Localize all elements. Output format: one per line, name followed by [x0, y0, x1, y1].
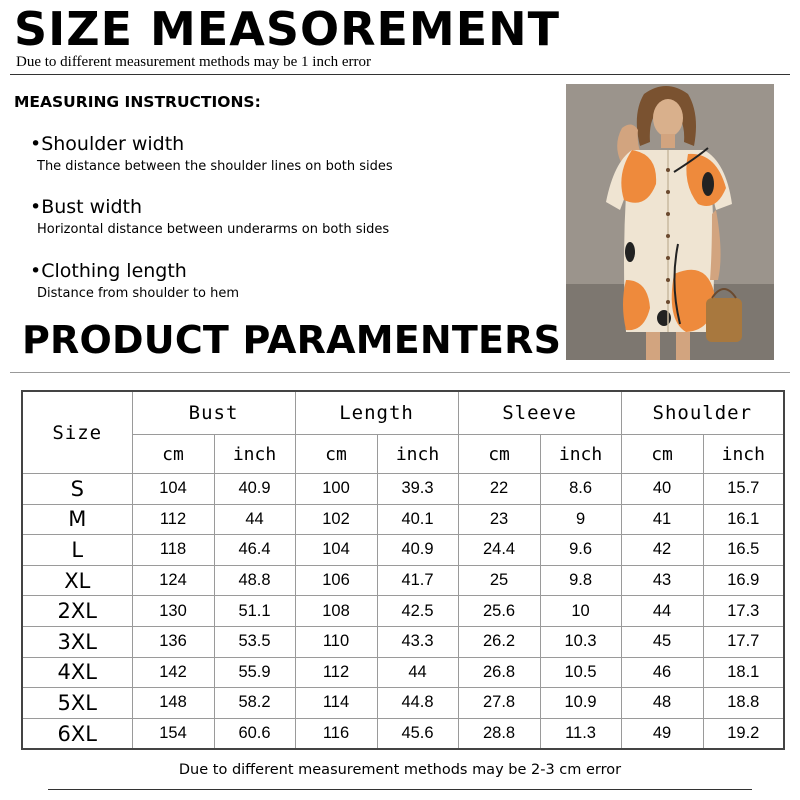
table-row — [22, 718, 784, 749]
size-cell: L — [22, 535, 132, 566]
table-cell: 9.8 — [540, 565, 621, 596]
table-cell: 16.9 — [703, 565, 784, 596]
divider-top — [10, 74, 790, 75]
table-row — [22, 504, 784, 535]
table-cell: 51.1 — [214, 596, 295, 627]
table-cell: 10 — [540, 596, 621, 627]
table-cell: 136 — [132, 626, 214, 657]
table-cell: 44 — [621, 596, 703, 627]
table-row — [22, 474, 784, 505]
table-cell: 40.1 — [377, 504, 458, 535]
table-cell: 46 — [621, 657, 703, 688]
table-cell: 40.9 — [377, 535, 458, 566]
table-cell: 9 — [540, 504, 621, 535]
table-cell: 104 — [295, 535, 377, 566]
table-cell: 53.5 — [214, 626, 295, 657]
table-cell: 26.2 — [458, 626, 540, 657]
table-cell: 18.8 — [703, 688, 784, 719]
table-cell: 17.7 — [703, 626, 784, 657]
table-cell: 100 — [295, 474, 377, 505]
size-cell: 6XL — [22, 718, 132, 749]
unit-header: cm — [621, 435, 703, 474]
size-cell: 3XL — [22, 626, 132, 657]
table-cell: 11.3 — [540, 718, 621, 749]
table-cell: 25.6 — [458, 596, 540, 627]
table-cell: 48.8 — [214, 565, 295, 596]
unit-header: cm — [132, 435, 214, 474]
size-table-body — [22, 474, 784, 750]
table-cell: 40.9 — [214, 474, 295, 505]
table-cell: 42.5 — [377, 596, 458, 627]
table-row — [22, 688, 784, 719]
size-table — [21, 390, 785, 750]
bottom-error-note: Due to different measurement methods may be 2-3 cm error — [178, 762, 622, 778]
length-header: Length — [295, 391, 458, 435]
instruction-length-desc: Distance from shoulder to hem — [37, 286, 239, 301]
instruction-bust-desc: Horizontal distance between underarms on both sides — [37, 222, 390, 237]
table-cell: 16.1 — [703, 504, 784, 535]
table-cell: 24.4 — [458, 535, 540, 566]
size-cell: 4XL — [22, 657, 132, 688]
shoulder-header: Shoulder — [621, 391, 784, 435]
divider-bottom — [48, 789, 752, 790]
instructions-heading: MEASURING INSTRUCTIONS: — [14, 93, 261, 111]
unit-header: cm — [295, 435, 377, 474]
table-cell: 41.7 — [377, 565, 458, 596]
table-cell: 22 — [458, 474, 540, 505]
table-cell: 40 — [621, 474, 703, 505]
instruction-bust-label: •Bust width — [30, 196, 143, 218]
table-cell: 18.1 — [703, 657, 784, 688]
product-photo — [566, 84, 774, 360]
table-cell: 60.6 — [214, 718, 295, 749]
table-cell: 8.6 — [540, 474, 621, 505]
table-cell: 28.8 — [458, 718, 540, 749]
unit-header: inch — [377, 435, 458, 474]
table-cell: 39.3 — [377, 474, 458, 505]
instruction-shoulder-label: •Shoulder width — [30, 133, 185, 155]
table-row — [22, 596, 784, 627]
table-unit-row — [22, 435, 784, 474]
sleeve-header: Sleeve — [458, 391, 621, 435]
page-title: SIZE MEASOREMENT — [14, 2, 560, 56]
table-cell: 112 — [132, 504, 214, 535]
table-cell: 15.7 — [703, 474, 784, 505]
table-cell: 10.5 — [540, 657, 621, 688]
table-cell: 9.6 — [540, 535, 621, 566]
table-cell: 10.3 — [540, 626, 621, 657]
table-cell: 124 — [132, 565, 214, 596]
table-cell: 108 — [295, 596, 377, 627]
table-cell: 25 — [458, 565, 540, 596]
table-cell: 49 — [621, 718, 703, 749]
table-cell: 112 — [295, 657, 377, 688]
table-cell: 46.4 — [214, 535, 295, 566]
table-cell: 16.5 — [703, 535, 784, 566]
table-cell: 27.8 — [458, 688, 540, 719]
size-cell: 2XL — [22, 596, 132, 627]
table-cell: 45.6 — [377, 718, 458, 749]
table-cell: 106 — [295, 565, 377, 596]
instruction-shoulder-desc: The distance between the shoulder lines on both sides — [37, 159, 393, 174]
table-cell: 102 — [295, 504, 377, 535]
divider-middle — [10, 372, 790, 373]
table-cell: 23 — [458, 504, 540, 535]
table-cell: 110 — [295, 626, 377, 657]
section-title: PRODUCT PARAMENTERS — [22, 318, 562, 362]
table-cell: 44 — [214, 504, 295, 535]
table-cell: 114 — [295, 688, 377, 719]
unit-header: inch — [703, 435, 784, 474]
table-cell: 116 — [295, 718, 377, 749]
unit-header: inch — [540, 435, 621, 474]
table-cell: 44.8 — [377, 688, 458, 719]
table-cell: 45 — [621, 626, 703, 657]
table-cell: 154 — [132, 718, 214, 749]
table-row — [22, 657, 784, 688]
table-cell: 48 — [621, 688, 703, 719]
table-cell: 104 — [132, 474, 214, 505]
size-cell: M — [22, 504, 132, 535]
instruction-length-label: •Clothing length — [30, 260, 187, 282]
table-cell: 10.9 — [540, 688, 621, 719]
measurement-error-note: Due to different measurement methods may be 1 inch error — [16, 54, 372, 70]
size-cell: S — [22, 474, 132, 505]
table-cell: 55.9 — [214, 657, 295, 688]
table-row — [22, 565, 784, 596]
size-cell: XL — [22, 565, 132, 596]
table-cell: 148 — [132, 688, 214, 719]
table-cell: 118 — [132, 535, 214, 566]
table-cell: 44 — [377, 657, 458, 688]
table-cell: 19.2 — [703, 718, 784, 749]
size-header: Size — [22, 391, 132, 474]
table-cell: 26.8 — [458, 657, 540, 688]
table-cell: 17.3 — [703, 596, 784, 627]
table-cell: 43 — [621, 565, 703, 596]
bust-header: Bust — [132, 391, 295, 435]
table-cell: 58.2 — [214, 688, 295, 719]
table-header-row — [22, 391, 784, 435]
table-cell: 42 — [621, 535, 703, 566]
unit-header: cm — [458, 435, 540, 474]
unit-header: inch — [214, 435, 295, 474]
table-cell: 130 — [132, 596, 214, 627]
table-row — [22, 626, 784, 657]
table-cell: 43.3 — [377, 626, 458, 657]
size-cell: 5XL — [22, 688, 132, 719]
table-cell: 142 — [132, 657, 214, 688]
table-row — [22, 535, 784, 566]
table-cell: 41 — [621, 504, 703, 535]
